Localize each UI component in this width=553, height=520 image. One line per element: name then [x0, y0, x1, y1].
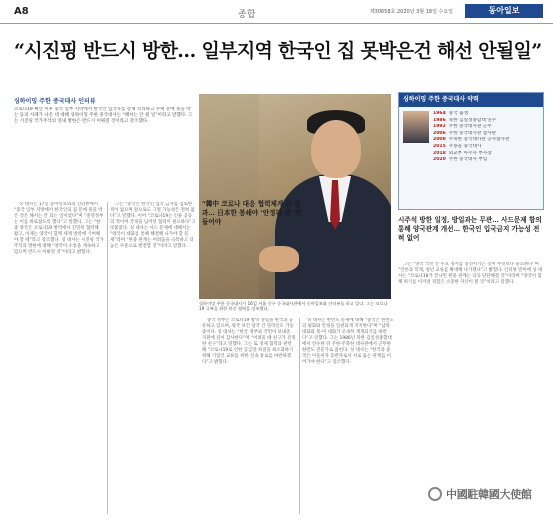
section-label: 종합 — [238, 10, 256, 20]
profile-item: 2020 주한 중국대사 부임 — [433, 157, 488, 163]
profile-item: 2006 주한 중국대사관 참사관 — [433, 130, 497, 136]
article-column-5: 그는 “양국 국민 간 우호 정서를 증진시키는 것이 무엇보다 중요하다”며 “언론과 학계, 청년 교류를 확대해 나가겠다”고 밝혔다. 인터뷰 말미에 싱 대사는 “코로나19가 끝나면 한중 관계는 더욱 단단해질 것”이라며 “양국이 함께 위기를 이겨낸 경험은 소중한 자산이 될 것”이라고 말했다. — [398, 262, 543, 285]
profile-item: 2015 주몽골 중국대사 — [433, 143, 482, 149]
article-column-1: 싱 대사는 17일 동아일보와의 인터뷰에서 “중국 일부 지방에서 한국인의 집 문에 못을 박은 것은 해서는 안 되는 일이었다”며 “중앙정부는 이를 바로잡도록 했다”고 말했다. 그는 “한중 양국은 코로나19 방역에서 긴밀히 협력해 왔고, 이제는 양국이 함께 세계 방역에 기여해야 할 때”라고 강조했다. 싱 대사는 시진핑 국가주석의 방한에 대해 “양국이 소통을 계속하고 있으며 반드시 이뤄질 것”이라고 밝혔다. — [14, 202, 104, 255]
lead-paragraph: 코로나19 확산 이후 중국 일부 지역에서 한국인 입국자를 강제 격리하고 주택 문에 못을 박는 등의 사례가 나온 데 대해 싱하이밍 주한 중국대사는 “해서는 안 될 일”이라고 말했다. 그는 시진핑 국가주석의 연내 방한은 반드시 이뤄질 것이라고 강조했다. — [14, 107, 193, 124]
ambassador-photo — [199, 94, 391, 299]
interview-label: 싱하이밍 주한 중국대사 인터뷰 — [14, 98, 96, 105]
embassy-logo-icon — [428, 487, 442, 501]
profile-item: 1986 북한 김일성종합대 연수 — [433, 117, 497, 123]
issue-info: 제30658호 2020년 3월 18일 수요일 — [369, 9, 453, 15]
article-column-4: 싱 대사는 한반도 문제에 대해 “중국은 한반도의 평화와 안정을 일관되게 지지한다”며 “남북 대화와 북-미 대화가 조속히 재개되기를 바란다”고 말했다. 그는 1986년 북한 김일성종합대에서 연수한 뒤 주한·주북한 대사관에서 근무한 한반도 전문가로 꼽힌다. 싱 대사는 “한국과 중국은 이웃이자 동반자로서 서로 돕는 관계를 이어가야 한다”고 강조했다. — [302, 318, 394, 365]
embassy-watermark: 中國駐韓國大使館 — [428, 486, 532, 502]
page-number: A8 — [14, 6, 29, 17]
profile-item: 2018 외교부 아주사 부사장 — [433, 150, 492, 156]
profile-item: 2008 주북한 중국대사관 공사참사관 — [433, 137, 510, 143]
article-column-3: 중국 정부는 코로나19 방역 경험을 한국과 공유하고 있으며, 양국 보건 당국 간 핫라인도 가동 중이다. 싱 대사는 “한국 정부와 국민이 보내준 지원에 깊이 감사한다”며 “어려울 때 친구가 진정한 친구”라고 말했다. 그는 또 경제 협력과 관련해 “코로나19로 인한 공급망 차질을 최소화하기 위해 기업인 교류를 위한 신속 통로를 마련하겠다”고 밝혔다. — [202, 318, 296, 365]
subhead-2: 시주석 방한 일정, 방일과는 무관… 사드문제 함의 통해 양국관계 개선… 한국인 입국금지 가능성 전혀 없어 — [398, 216, 542, 242]
page-header — [0, 0, 553, 24]
profile-portrait — [403, 111, 429, 143]
profile-item: 1992 주한 중국대사관 근무 — [433, 124, 492, 130]
photo-caption: 싱하이밍 주한 중국대사가 16일 서울 중구 중국대사관에서 동아일보와 인터뷰를 하고 있다. 그는 코로나19 극복을 위한 한중 협력을 강조했다. — [199, 301, 388, 312]
newspaper-brand: 동아일보 — [465, 4, 543, 18]
profile-item: 1964 중국 출생 — [433, 111, 469, 116]
profile-box — [398, 92, 544, 210]
article-column-2: 그는 “중국은 한국인 입국 금지를 검토한 적이 없으며 앞으로도 그럴 가능성은 전혀 없다”고 말했다. 이어 “코로나19는 인류 공동의 적이며 국경을 넘어선 협력이 필요하다”고 덧붙였다. 싱 대사는 사드 문제에 대해서는 “양국이 대화를 통해 해결해 나가야 할 문제”라며 “한중 관계는 어려움을 극복하고 더 높은 수준으로 발전할 것”이라고 말했다. — [110, 202, 196, 249]
headline: “시진핑 반드시 방한… 일부지역 한국인 집 못박은건 해선 안될일” — [14, 40, 542, 62]
subhead-1: “韓中 코로나 대응 협력체계 큰 성과… 日本한 봉쇄야 ‘안정된 섬’ 만들어야 — [202, 200, 302, 226]
profile-box-title: 싱하이밍 주한 중국대사 약력 — [399, 93, 543, 107]
profile-list — [433, 111, 541, 164]
